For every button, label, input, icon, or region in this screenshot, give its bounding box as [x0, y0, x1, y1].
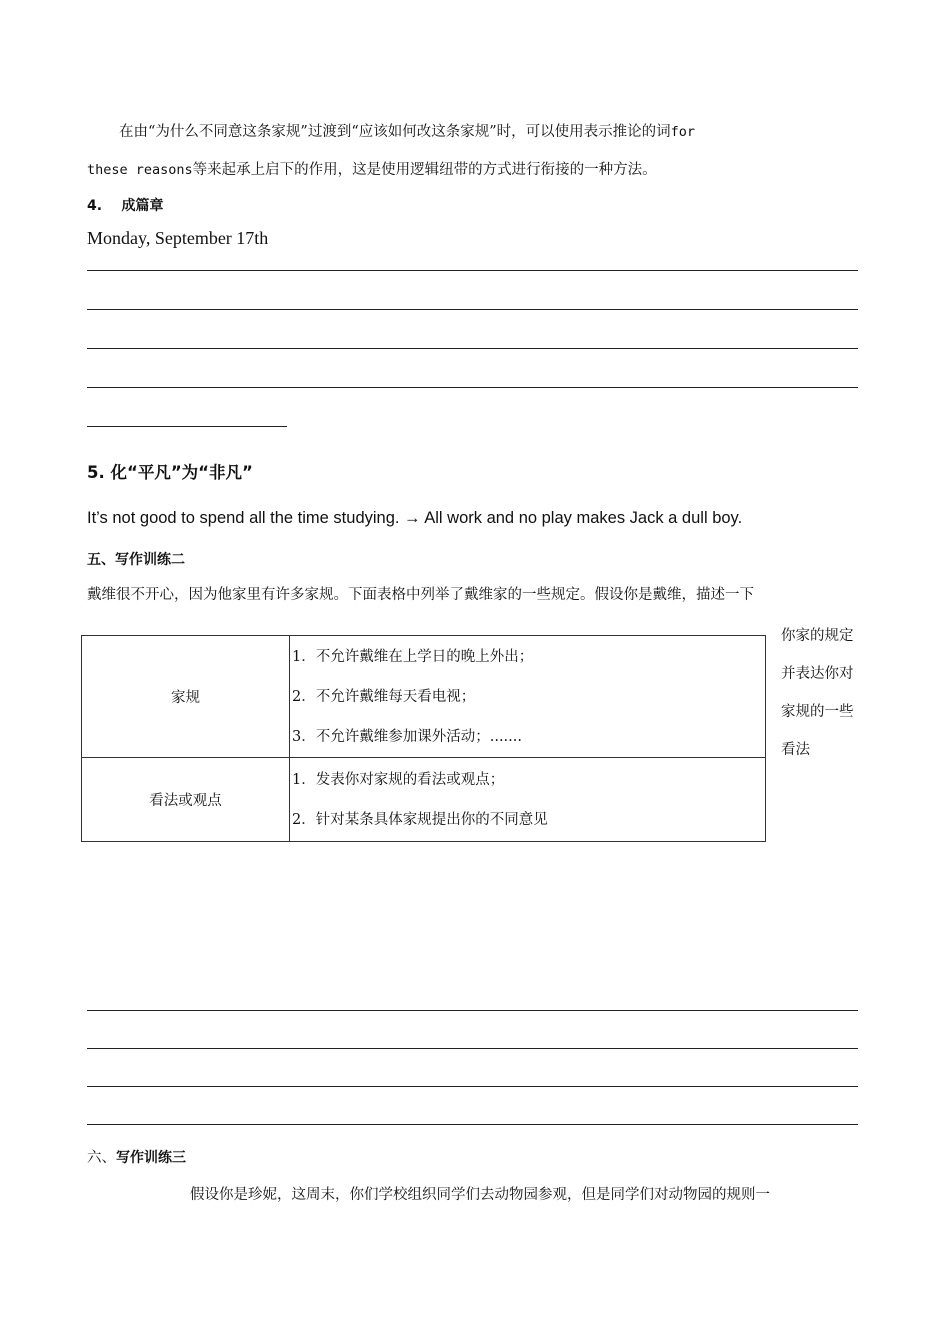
house-rules-table	[81, 635, 766, 842]
section-5-example: It’s not good to spend all the time studying. → All work and no play makes Jack a dull boy.	[87, 509, 743, 527]
practice-2-prompt: 戴维很不开心，因为他家里有许多家规。下面表格中列举了戴维家的一些规定。假设你是戴维，描述一下	[87, 587, 754, 603]
section-4-heading: 4. 成篇章	[87, 198, 164, 214]
practice-3-heading-prefix: 六、	[87, 1150, 116, 1166]
practice-3-prompt: 假设你是珍妮，这周末，你们学校组织同学们去动物园参观，但是同学们对动物园的规则一	[190, 1187, 770, 1203]
intro-line-1-code: for	[670, 124, 696, 140]
table-label-cell: 看法或观点	[82, 758, 290, 842]
writing-line	[87, 1086, 858, 1087]
prompt-wrap-line: 看法	[781, 742, 810, 758]
intro-line-2-code: these reasons	[87, 162, 193, 178]
intro-line-1-text: 在由“为什么不同意这条家规”过渡到“应该如何改这条家规”时，可以使用表示推论的词	[119, 124, 671, 140]
table-label-cell: 家规	[82, 636, 290, 758]
prompt-wrap-line: 家规的一些	[781, 704, 854, 720]
practice-2-prompt-wrap	[781, 617, 854, 769]
writing-line	[87, 348, 858, 349]
writing-line	[87, 1010, 858, 1011]
opinion-item: 2．针对某条具体家规提出你的不同意见	[292, 811, 548, 828]
writing-line	[87, 387, 858, 388]
rule-item: 3．不允许戴维参加课外活动；.......	[292, 728, 522, 745]
table-items-cell	[290, 758, 766, 842]
writing-line	[87, 309, 858, 310]
rule-item: 2．不允许戴维每天看电视；	[292, 688, 476, 705]
section-5-heading: 5. 化“平凡”为“非凡”	[87, 463, 253, 482]
table-row	[82, 636, 766, 758]
diary-date: Monday, September 17th	[87, 228, 269, 248]
intro-line-2-text: 等来起承上启下的作用，这是使用逻辑纽带的方式进行衔接的一种方法。	[192, 162, 657, 178]
prompt-wrap-line: 并表达你对	[781, 666, 854, 682]
intro-line-1	[119, 120, 695, 141]
table-items-cell	[290, 636, 766, 758]
practice-3-heading-title: 写作训练三	[116, 1150, 186, 1166]
prompt-wrap-line: 你家的规定	[781, 628, 854, 644]
practice-2-heading: 五、写作训练二	[87, 552, 185, 568]
rule-item: 1．不允许戴维在上学日的晚上外出；	[292, 648, 534, 665]
writing-line-short	[87, 426, 287, 427]
writing-line	[87, 270, 858, 271]
opinion-item: 1．发表你对家规的看法或观点；	[292, 771, 505, 788]
table-row	[82, 758, 766, 842]
practice-3-heading	[87, 1146, 186, 1167]
intro-line-2	[87, 158, 657, 179]
writing-line	[87, 1048, 858, 1049]
writing-line	[87, 1124, 858, 1125]
